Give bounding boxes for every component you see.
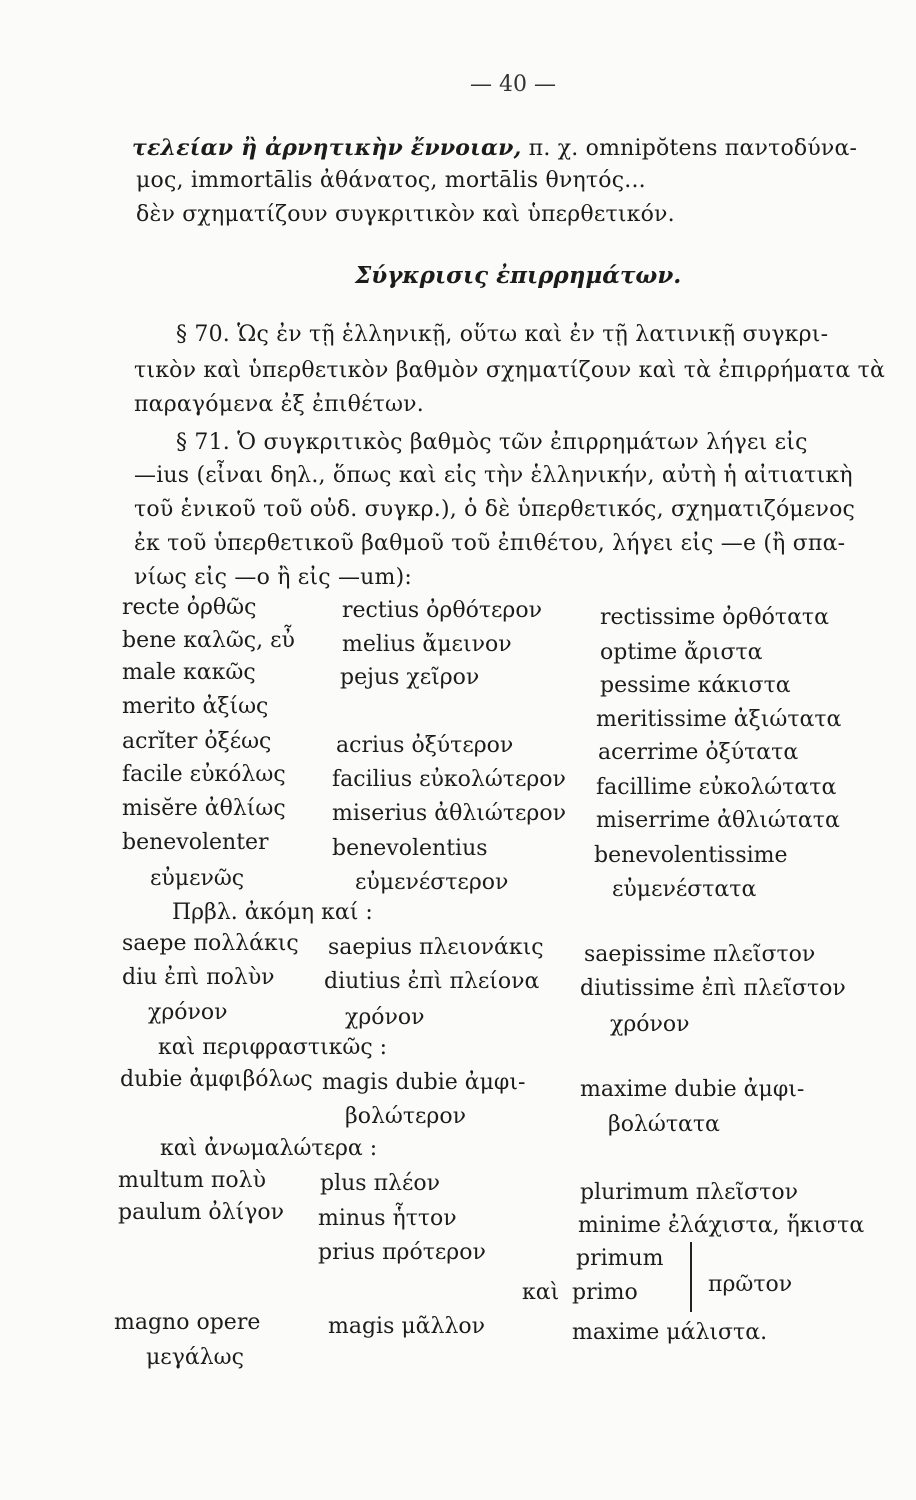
t2-r2-c2: diutius ἐπὶ πλείονα xyxy=(324,969,540,994)
t1-r3-c3: pessime κάκιστα xyxy=(600,673,791,698)
t1-r7-c3: miserrime ἀθλιώτατα xyxy=(596,808,840,833)
t1-r2-c3: optime ἄριστα xyxy=(600,640,763,665)
t3-r1-c3: maxime dubie ἀμφι- xyxy=(580,1077,805,1102)
t4-r3-c3: primum xyxy=(576,1246,664,1271)
para71-line-2: —ius (εἶναι δηλ., ὅπως καὶ εἰς τὴν ἑλληνικήν, αὐτὴ ἡ αἰτιατικὴ xyxy=(134,463,853,488)
t1-r6-c1: facile εὐκόλως xyxy=(122,762,286,787)
t3-r1-c1: dubie ἀμφιβόλως xyxy=(120,1067,313,1092)
t1-r5-c3: acerrime ὀξύτατα xyxy=(598,740,799,765)
intro-line-3: δὲν σχηματίζουν συγκριτικὸν καὶ ὑπερθετικόν. xyxy=(136,202,675,227)
brace-bracket xyxy=(690,1242,700,1312)
t4-r1-c1: multum πολὺ xyxy=(118,1168,266,1193)
section-heading: Σύγκρισις ἐπιρρημάτων. xyxy=(355,262,682,289)
t1-r3-c2: pejus χεῖρον xyxy=(340,665,480,690)
t3-r2-c3: βολώτατα xyxy=(608,1112,720,1137)
t2-r3-c2: χρόνον xyxy=(345,1005,425,1030)
t1-r5-c1: acrĭter ὀξέως xyxy=(122,729,272,754)
para70-line-3: παραγόμενα ἐξ ἐπιθέτων. xyxy=(134,392,424,417)
proton-word: πρῶτον xyxy=(708,1272,793,1297)
intro-l1-rest: π. χ. omnipŏtens παντοδύνα- xyxy=(521,136,858,161)
para71-line-5: νίως εἰς —o ἢ εἰς —um): xyxy=(134,565,412,590)
t1-r1-c2: rectius ὀρθότερον xyxy=(342,598,542,623)
t1-r8-c1: benevolenter xyxy=(122,830,269,855)
para70-line-1: § 70. Ὡς ἐν τῇ ἑλληνικῇ, οὕτω καὶ ἐν τῇ λατινικῇ συγκρι- xyxy=(176,322,829,347)
last-c1b: μεγάλως xyxy=(146,1345,244,1370)
last-c1a: magno opere xyxy=(114,1310,261,1335)
t2-r2-c3: diutissime ἐπὶ πλεῖστον xyxy=(580,976,846,1001)
t3-r1-c2: magis dubie ἀμφι- xyxy=(322,1070,526,1095)
t1-r9-c3: εὐμενέστατα xyxy=(612,877,757,902)
t2-r1-c3: saepissime πλεῖστον xyxy=(584,942,816,967)
t4-r3-c2: prius πρότερον xyxy=(318,1240,486,1265)
t1-r1-c1: recte ὀρθῶς xyxy=(122,595,257,620)
t2-r3-c1: χρόνον xyxy=(148,1000,228,1025)
intro-line-2: μος, immortālis ἀθάνατος, mortālis θνητός... xyxy=(136,168,646,193)
t4-r1-c2: plus πλέον xyxy=(320,1171,440,1196)
t1-r8-c3: benevolentissime xyxy=(594,843,788,868)
para71-line-3: τοῦ ἑνικοῦ τοῦ οὐδ. συγκρ.), ὁ δὲ ὑπερθετικός, σχηματιζόμενος xyxy=(134,497,856,522)
t1-r8-c2: benevolentius xyxy=(332,836,488,861)
t2-r2-c1: diu ἐπὶ πολὺν xyxy=(122,965,275,990)
last-c3: maxime μάλιστα. xyxy=(572,1320,768,1345)
t1-r6-c3: facillime εὐκολώτατα xyxy=(596,775,837,800)
last-c2: magis μᾶλλον xyxy=(328,1314,486,1339)
t1-r7-c2: miserius ἀθλιώτερον xyxy=(332,801,566,826)
t1-r1-c3: rectissime ὀρθότατα xyxy=(600,605,829,630)
para70-line-2: τικὸν καὶ ὑπερθετικὸν βαθμὸν σχηματίζουν καὶ τὰ ἐπιρρήματα τὰ xyxy=(134,358,886,383)
t1-r6-c2: facilius εὐκολώτερον xyxy=(332,767,566,792)
t4-r4-c3: primo xyxy=(572,1280,638,1305)
t1-r3-c1: male κακῶς xyxy=(122,660,256,685)
t1-r2-c1: bene καλῶς, εὖ xyxy=(122,628,295,653)
t4-r1-c3: plurimum πλεῖστον xyxy=(580,1180,798,1205)
note-periphrastic: καὶ περιφραστικῶς : xyxy=(158,1035,388,1060)
note-anomalous: καὶ ἀνωμαλώτερα : xyxy=(160,1136,378,1161)
t2-r1-c2: saepius πλειονάκις xyxy=(328,935,544,960)
para71-line-1: § 71. Ὁ συγκριτικὸς βαθμὸς τῶν ἐπιρρημάτων λήγει εἰς xyxy=(176,430,808,455)
t1-r4-c1: merito ἀξίως xyxy=(122,694,269,719)
intro-italic: τελείαν ἢ ἀρνητικὴν ἔννοιαν, xyxy=(132,135,522,161)
intro-line-1 xyxy=(132,135,857,161)
t1-r7-c1: misĕre ἀθλίως xyxy=(122,796,286,821)
t4-r2-c1: paulum ὀλίγον xyxy=(118,1200,285,1225)
t4-r2-c2: minus ἧττον xyxy=(318,1206,457,1231)
t1-r5-c2: acrius ὀξύτερον xyxy=(336,733,514,758)
t1-r2-c2: melius ἄμεινον xyxy=(342,632,512,657)
page-number: — 40 — xyxy=(470,72,556,97)
t1-r9-c2: εὐμενέστερον xyxy=(355,870,509,895)
kai-word: καὶ xyxy=(522,1280,560,1305)
t4-r2-c3: minime ἐλάχιστα, ἥκιστα xyxy=(578,1213,865,1238)
t2-r3-c3: χρόνον xyxy=(610,1012,690,1037)
t1-r4-c3: meritissime ἀξιώτατα xyxy=(596,707,842,732)
para71-line-4: ἐκ τοῦ ὑπερθετικοῦ βαθμοῦ τοῦ ἐπιθέτου, λήγει εἰς —e (ἢ σπα- xyxy=(134,531,846,556)
t2-r1-c1: saepe πολλάκις xyxy=(122,931,299,956)
note-comparison: Πρβλ. ἀκόμη καί : xyxy=(172,900,373,925)
t3-r2-c2: βολώτερον xyxy=(345,1104,466,1129)
t1-r9-c1: εὐμενῶς xyxy=(150,866,245,891)
